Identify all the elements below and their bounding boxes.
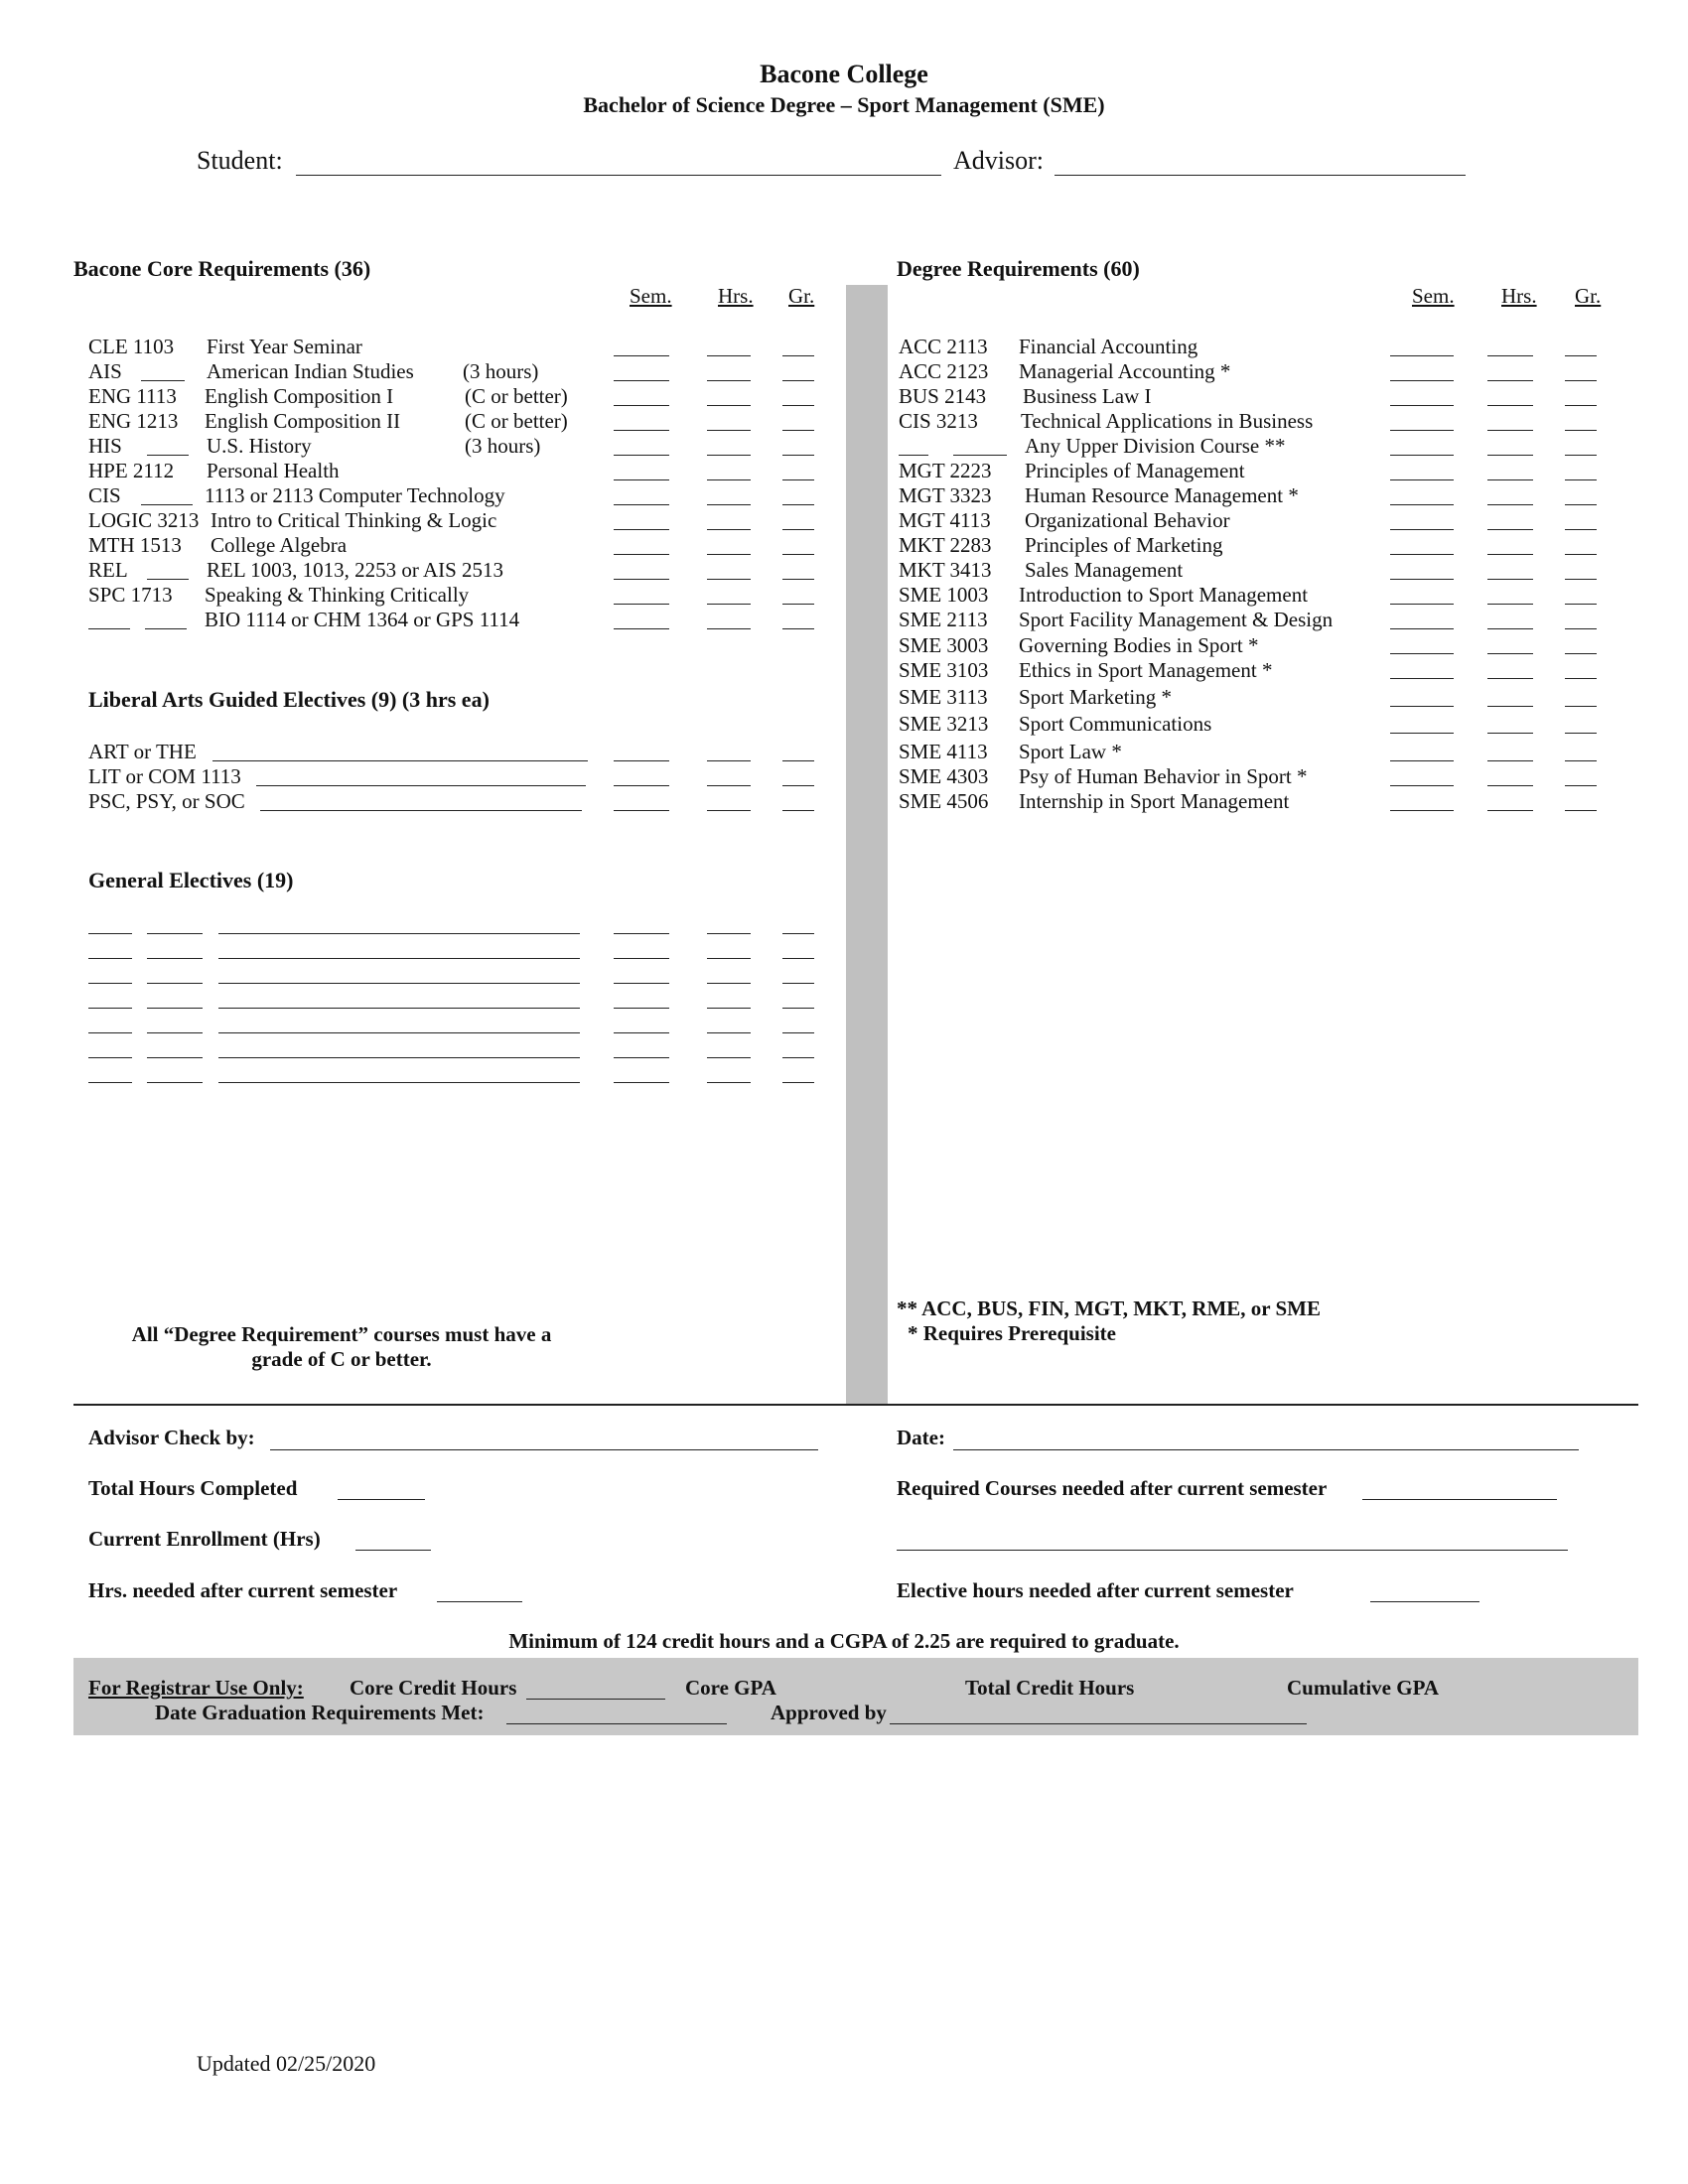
course-code: AIS — [88, 359, 122, 383]
current-enrollment-label: Current Enrollment (Hrs) — [88, 1527, 321, 1551]
sem-field[interactable] — [614, 1008, 669, 1009]
sem-field[interactable] — [1390, 355, 1454, 356]
course-name: BIO 1114 or CHM 1364 or GPS 1114 — [205, 608, 520, 631]
sem-field[interactable] — [1390, 405, 1454, 406]
hrs-field[interactable] — [1487, 628, 1533, 629]
hrs-field[interactable] — [1487, 504, 1533, 505]
course-name: Sport Communications — [1019, 712, 1212, 736]
grade-field[interactable] — [1565, 579, 1597, 580]
degree-row — [0, 607, 1390, 632]
sem-field[interactable] — [1390, 479, 1454, 480]
left-sem-header: Sem. — [630, 284, 672, 308]
advisor-label: Advisor: — [953, 146, 1044, 175]
degree-title: Bachelor of Science Degree – Sport Management (SME) — [583, 92, 1105, 117]
right-hrs-header: Hrs. — [1501, 284, 1537, 308]
section-divider — [73, 1404, 1638, 1406]
core-credit-field[interactable] — [526, 1699, 665, 1700]
hrs-field[interactable] — [1487, 554, 1533, 555]
degree-row — [0, 763, 1390, 789]
course-name: REL 1003, 1013, 2253 or AIS 2513 — [207, 558, 504, 582]
core-gpa-label: Core GPA — [685, 1676, 776, 1700]
course-name: College Algebra — [211, 533, 348, 557]
grade-field[interactable] — [1565, 733, 1597, 734]
general-section-title: General Electives (19) — [88, 868, 294, 892]
left-gr-header: Gr. — [788, 284, 815, 308]
updated-date: Updated 02/25/2020 — [197, 2051, 376, 2076]
hrs-field[interactable] — [1487, 430, 1533, 431]
elective-subject-field[interactable] — [88, 958, 132, 959]
right-sem-header: Sem. — [1412, 284, 1455, 308]
sem-field[interactable] — [1390, 653, 1454, 654]
required-courses-field[interactable] — [1362, 1499, 1557, 1500]
hrs-field[interactable] — [1487, 678, 1533, 679]
course-code: SME 1003 — [899, 583, 989, 607]
subject-blank[interactable] — [899, 455, 928, 456]
hrs-field[interactable] — [707, 958, 751, 959]
approved-by-field[interactable] — [890, 1723, 1307, 1724]
course-note: (3 hours) — [465, 434, 541, 458]
sem-field[interactable] — [1390, 579, 1454, 580]
course-name: Managerial Accounting * — [1019, 359, 1231, 383]
course-name: Introduction to Sport Management — [1019, 583, 1309, 607]
date-met-label: Date Graduation Requirements Met: — [155, 1701, 485, 1724]
grade-field[interactable] — [1565, 604, 1597, 605]
sem-field[interactable] — [1390, 733, 1454, 734]
sem-field[interactable] — [1390, 554, 1454, 555]
elective-subject-field[interactable] — [88, 1032, 132, 1033]
hrs-field[interactable] — [1487, 405, 1533, 406]
elective-label: LIT or COM 1113 — [88, 764, 241, 788]
hrs-field[interactable] — [1487, 479, 1533, 480]
total-hours-label: Total Hours Completed — [88, 1476, 298, 1500]
hrs-needed-field[interactable] — [437, 1601, 522, 1602]
core-section-title: Bacone Core Requirements (36) — [73, 256, 371, 281]
course-name: 1113 or 2113 Computer Technology — [205, 483, 505, 507]
advisor-check-label: Advisor Check by: — [88, 1426, 255, 1449]
grade-field[interactable] — [782, 1057, 814, 1058]
grade-field[interactable] — [1565, 554, 1597, 555]
degree-row — [0, 358, 1390, 384]
elective-number-field[interactable] — [147, 983, 203, 984]
elective-hours-label: Elective hours needed after current semester — [897, 1578, 1294, 1602]
sem-field[interactable] — [1390, 628, 1454, 629]
course-note: (C or better) — [465, 409, 568, 433]
course-code: HPE 2112 — [88, 459, 175, 482]
course-code: ENG 1113 — [88, 384, 177, 408]
course-code: REL — [88, 558, 128, 582]
sem-field[interactable] — [1390, 706, 1454, 707]
course-name: Sales Management — [1025, 558, 1184, 582]
current-enrollment-field[interactable] — [355, 1550, 431, 1551]
sem-field[interactable] — [1390, 504, 1454, 505]
course-code: SME 4113 — [899, 740, 988, 763]
degree-row — [0, 433, 1390, 459]
sem-field[interactable] — [1390, 430, 1454, 431]
sem-field[interactable] — [614, 1082, 669, 1083]
course-name: Principles of Marketing — [1025, 533, 1223, 557]
total-hours-field[interactable] — [338, 1499, 425, 1500]
course-name: Human Resource Management * — [1025, 483, 1299, 507]
sem-field[interactable] — [1390, 604, 1454, 605]
degree-row — [0, 532, 1390, 558]
sem-field[interactable] — [1390, 455, 1454, 456]
date-field[interactable] — [953, 1449, 1579, 1450]
course-code: CIS 3213 — [899, 409, 978, 433]
course-code: MKT 2283 — [899, 533, 992, 557]
elective-course-field[interactable] — [218, 1082, 580, 1083]
sem-field[interactable] — [1390, 785, 1454, 786]
course-code: SPC 1713 — [88, 583, 173, 607]
course-note: (3 hours) — [463, 359, 539, 383]
course-code: SME 3003 — [899, 633, 989, 657]
course-name: Ethics in Sport Management * — [1019, 658, 1273, 682]
sem-field[interactable] — [614, 958, 669, 959]
degree-row — [0, 557, 1390, 583]
course-code: CLE 1103 — [88, 335, 175, 358]
course-code: MKT 3413 — [899, 558, 992, 582]
hrs-field[interactable] — [707, 933, 751, 934]
grade-field[interactable] — [1565, 405, 1597, 406]
grade-field[interactable] — [1565, 785, 1597, 786]
degree-row — [0, 482, 1390, 508]
grade-field[interactable] — [782, 958, 814, 959]
degree-row — [0, 582, 1390, 608]
grade-notice-line1: All “Degree Requirement” courses must have a — [131, 1322, 552, 1346]
course-name: Technical Applications in Business — [1021, 409, 1314, 433]
course-code: HIS — [88, 434, 122, 458]
course-code: ACC 2123 — [899, 359, 989, 383]
elective-subject-field[interactable] — [88, 933, 132, 934]
course-code: SME 2113 — [899, 608, 988, 631]
hrs-field[interactable] — [1487, 579, 1533, 580]
elective-label: PSC, PSY, or SOC — [88, 789, 245, 813]
hrs-field[interactable] — [1487, 455, 1533, 456]
grade-field[interactable] — [1565, 760, 1597, 761]
hrs-field[interactable] — [1487, 653, 1533, 654]
elective-hours-field[interactable] — [1370, 1601, 1479, 1602]
course-name: Intro to Critical Thinking & Logic — [211, 508, 497, 532]
course-code: SME 4506 — [899, 789, 989, 813]
grade-notice-line2: grade of C or better. — [251, 1347, 432, 1371]
required-courses-field-2[interactable] — [897, 1550, 1568, 1551]
degree-row — [0, 632, 1390, 658]
course-name: Governing Bodies in Sport * — [1019, 633, 1259, 657]
elective-number-field[interactable] — [147, 1032, 203, 1033]
degree-row — [0, 507, 1390, 533]
hrs-field[interactable] — [707, 983, 751, 984]
course-name: Psy of Human Behavior in Sport * — [1019, 764, 1308, 788]
course-code: ENG 1213 — [88, 409, 179, 433]
degree-row — [0, 657, 1390, 683]
course-name: Principles of Management — [1025, 459, 1245, 482]
grade-field[interactable] — [1565, 628, 1597, 629]
course-code: MGT 3323 — [899, 483, 992, 507]
approved-by-label: Approved by — [771, 1701, 887, 1724]
course-name: English Composition I — [205, 384, 394, 408]
grade-field[interactable] — [782, 1008, 814, 1009]
grade-field[interactable] — [1565, 678, 1597, 679]
sem-field[interactable] — [1390, 380, 1454, 381]
sem-field[interactable] — [1390, 760, 1454, 761]
elective-subject-field[interactable] — [88, 1057, 132, 1058]
degree-row — [0, 334, 1390, 359]
elective-course-field[interactable] — [218, 983, 580, 984]
sem-field[interactable] — [1390, 529, 1454, 530]
grade-field[interactable] — [1565, 504, 1597, 505]
core-credit-label: Core Credit Hours — [350, 1676, 517, 1700]
degree-row — [0, 383, 1390, 409]
elective-number-field[interactable] — [147, 1082, 203, 1083]
degree-row — [0, 458, 1390, 483]
course-name: American Indian Studies — [207, 359, 414, 383]
degree-section-title: Degree Requirements (60) — [897, 256, 1140, 281]
registrar-label: For Registrar Use Only: — [88, 1676, 304, 1700]
grade-field[interactable] — [1565, 355, 1597, 356]
hrs-field[interactable] — [1487, 810, 1533, 811]
grade-field[interactable] — [1565, 706, 1597, 707]
sem-field[interactable] — [614, 933, 669, 934]
footnote-prerequisite: * Requires Prerequisite — [908, 1321, 1116, 1345]
elective-label: ART or THE — [88, 740, 197, 763]
grade-field[interactable] — [1565, 380, 1597, 381]
course-name: U.S. History — [207, 434, 312, 458]
course-number-blank[interactable] — [953, 455, 1007, 456]
elective-number-field[interactable] — [147, 933, 203, 934]
date-label: Date: — [897, 1426, 945, 1449]
footnote-upper-division: ** ACC, BUS, FIN, MGT, MKT, RME, or SME — [897, 1297, 1322, 1320]
grade-field[interactable] — [1565, 653, 1597, 654]
course-name: First Year Seminar — [207, 335, 362, 358]
elective-course-field[interactable] — [218, 1032, 580, 1033]
sem-field[interactable] — [1390, 810, 1454, 811]
degree-row — [0, 739, 1390, 764]
graduation-minimum-notice: Minimum of 124 credit hours and a CGPA of 2.25 are required to graduate. — [508, 1629, 1180, 1653]
course-code: LOGIC 3213 — [88, 508, 200, 532]
hrs-field[interactable] — [1487, 604, 1533, 605]
grade-field[interactable] — [782, 1032, 814, 1033]
elective-course-field[interactable] — [218, 958, 580, 959]
total-credit-label: Total Credit Hours — [965, 1676, 1135, 1700]
elective-course-field[interactable] — [218, 1008, 580, 1009]
course-name: Organizational Behavior — [1025, 508, 1230, 532]
college-title: Bacone College — [760, 60, 928, 88]
course-code: BUS 2143 — [899, 384, 987, 408]
hrs-field[interactable] — [1487, 380, 1533, 381]
grade-field[interactable] — [782, 983, 814, 984]
degree-row — [0, 711, 1390, 737]
grade-field[interactable] — [1565, 810, 1597, 811]
hrs-field[interactable] — [1487, 733, 1533, 734]
sem-field[interactable] — [614, 983, 669, 984]
elective-subject-field[interactable] — [88, 1082, 132, 1083]
course-name: Speaking & Thinking Critically — [205, 583, 470, 607]
grade-field[interactable] — [1565, 430, 1597, 431]
course-code: CIS — [88, 483, 121, 507]
course-code: MTH 1513 — [88, 533, 182, 557]
liberal-section-title: Liberal Arts Guided Electives (9) (3 hrs ea) — [88, 687, 490, 712]
course-code: MGT 4113 — [899, 508, 991, 532]
course-name: Internship in Sport Management — [1019, 789, 1290, 813]
grade-field[interactable] — [1565, 455, 1597, 456]
hrs-field[interactable] — [1487, 706, 1533, 707]
grade-field[interactable] — [782, 1082, 814, 1083]
elective-number-field[interactable] — [147, 1008, 203, 1009]
grade-field[interactable] — [1565, 479, 1597, 480]
sem-field[interactable] — [614, 1032, 669, 1033]
degree-row — [0, 788, 1390, 814]
degree-row — [0, 684, 1390, 710]
course-note: (C or better) — [465, 384, 568, 408]
required-courses-label: Required Courses needed after current semester — [897, 1476, 1328, 1500]
hrs-field[interactable] — [1487, 529, 1533, 530]
course-name: Financial Accounting — [1019, 335, 1198, 358]
grade-field[interactable] — [1565, 529, 1597, 530]
sem-field[interactable] — [1390, 678, 1454, 679]
student-label: Student: — [197, 146, 283, 175]
elective-subject-field[interactable] — [88, 983, 132, 984]
elective-subject-field[interactable] — [88, 1008, 132, 1009]
course-name: Sport Facility Management & Design — [1019, 608, 1334, 631]
hrs-field[interactable] — [1487, 785, 1533, 786]
hrs-field[interactable] — [707, 1032, 751, 1033]
degree-row — [0, 408, 1390, 434]
hrs-field[interactable] — [707, 1082, 751, 1083]
advisor-check-field[interactable] — [270, 1449, 818, 1450]
hrs-field[interactable] — [1487, 355, 1533, 356]
elective-course-field[interactable] — [218, 933, 580, 934]
elective-course-field[interactable] — [218, 1057, 580, 1058]
course-name: English Composition II — [205, 409, 401, 433]
cumulative-gpa-label: Cumulative GPA — [1287, 1676, 1440, 1700]
course-name: Business Law I — [1023, 384, 1152, 408]
elective-number-field[interactable] — [147, 1057, 203, 1058]
course-name: Any Upper Division Course ** — [1025, 434, 1286, 458]
elective-number-field[interactable] — [147, 958, 203, 959]
hrs-needed-label: Hrs. needed after current semester — [88, 1578, 398, 1602]
course-code: SME 3103 — [899, 658, 989, 682]
hrs-field[interactable] — [707, 1008, 751, 1009]
course-code: ACC 2113 — [899, 335, 988, 358]
registrar-box — [73, 1658, 1638, 1735]
hrs-field[interactable] — [707, 1057, 751, 1058]
course-name: Sport Law * — [1019, 740, 1122, 763]
student-field[interactable] — [296, 175, 941, 176]
advisor-field[interactable] — [1055, 175, 1466, 176]
right-gr-header: Gr. — [1575, 284, 1602, 308]
course-code: MGT 2223 — [899, 459, 992, 482]
course-name: Sport Marketing * — [1019, 685, 1172, 709]
course-code: SME 3213 — [899, 712, 989, 736]
course-code: SME 4303 — [899, 764, 989, 788]
course-code: SME 3113 — [899, 685, 988, 709]
sem-field[interactable] — [614, 1057, 669, 1058]
date-met-field[interactable] — [506, 1723, 727, 1724]
hrs-field[interactable] — [1487, 760, 1533, 761]
left-hrs-header: Hrs. — [718, 284, 754, 308]
grade-field[interactable] — [782, 933, 814, 934]
course-name: Personal Health — [207, 459, 340, 482]
